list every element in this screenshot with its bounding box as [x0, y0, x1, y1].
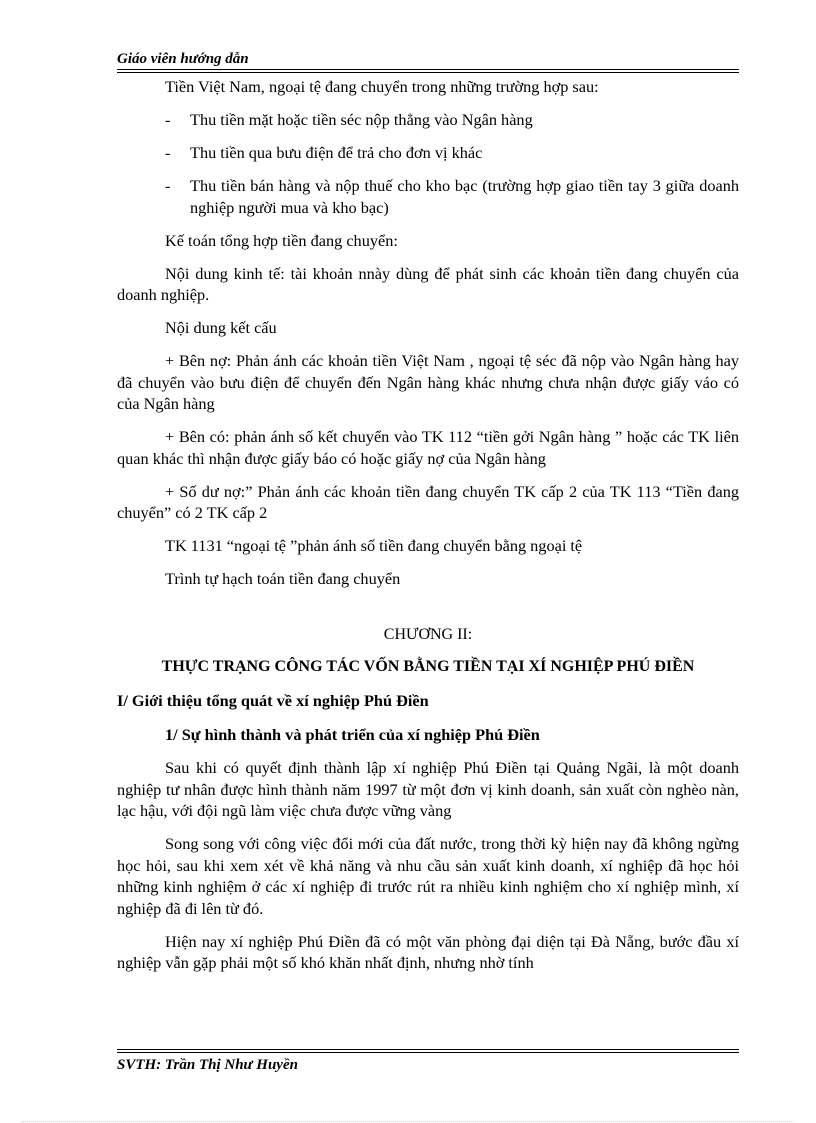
bullet-item: [117, 109, 739, 131]
paragraph: Nội dung kết cấu: [165, 318, 277, 337]
chapter-label: CHƯƠNG II:: [383, 625, 473, 643]
subsection-heading: 1/ Sự hình thành và phát triển của xí nghiệp Phú Điền: [165, 724, 540, 744]
page-edge-dotted: [22, 1121, 794, 1122]
footer-rule-thin: [117, 1049, 739, 1050]
section-heading: I/ Giới thiệu tổng quát về xí nghiệp Phú Điền: [117, 691, 429, 710]
bullet-dash: -: [165, 110, 171, 129]
paragraph: Nội dung kinh tế: tài khoản nnày dùng để phát sinh các khoản tiền đang chuyển của doanh nghiệp.: [117, 263, 739, 304]
paragraph: Hiện nay xí nghiệp Phú Điền đã có một văn phòng đại diện tại Đà Nẵng, bước đầu xí nghiệp vẫn gặp phải một số khó khăn nhất định, nhưng nhờ tính: [117, 931, 739, 972]
chapter-title: THỰC TRẠNG CÔNG TÁC VỐN BẰNG TIỀN TẠI XÍ NGHIỆP PHÚ ĐIỀN: [161, 658, 695, 675]
page-header: Giáo viên hướng dẫn: [117, 50, 739, 70]
bullet-item: [117, 142, 739, 164]
paragraph: Song song với công việc đổi mới của đất nước, trong thời kỳ hiện nay đã không ngừng học hỏi, sau khi xem xét về khả năng và nhu cầu sản xuất kinh doanh, xí nghiệp đã học hỏi những kinh nghiệm ở các xí nghiệp đi trước rút ra nhiều kinh nghiệm cho xí nghiệp mình, xí nghiệp đã đi lên từ đó.: [117, 834, 739, 918]
paragraph: Sau khi có quyết định thành lập xí nghiệp Phú Điền tại Quảng Ngãi, là một doanh nghiệp tư nhân được hình thành năm 1997 từ một đơn vị kinh doanh, sản xuất còn nghèo nàn, lạc hậu, với đội ngũ làm việc chưa được vững vàng: [117, 758, 739, 820]
paragraph: Trình tự hạch toán tiền đang chuyển: [165, 569, 401, 588]
bullet-text: Thu tiền mặt hoặc tiền séc nộp thẳng vào Ngân hàng: [190, 110, 533, 129]
bullet-text: Thu tiền qua bưu điện để trả cho đơn vị khác: [190, 143, 483, 162]
bullet-item: [117, 175, 739, 218]
page-footer: SVTH: Trần Thị Như Huyền: [117, 1057, 298, 1073]
paragraph: + Bên nợ: Phản ánh các khoản tiền Việt Nam , ngoại tệ séc đã nộp vào Ngân hàng hay đã chuyển vào bưu điện để chuyển đến Ngân hàng khác nhưng chưa nhận được giấy váo có của Ngân hàng: [117, 351, 739, 413]
paragraph: Kế toán tổng hợp tiền đang chuyển:: [165, 230, 398, 250]
bullet-text: Thu tiền bán hàng và nộp thuế cho kho bạc (trường hợp giao tiền tay 3 giữa doanh nghiệp người mua và kho bạc): [190, 176, 739, 217]
bullet-dash: -: [165, 176, 171, 195]
footer-rule-thick: [117, 1052, 739, 1053]
paragraph: Tiền Việt Nam, ngoại tệ đang chuyển trong những trường hợp sau:: [165, 77, 599, 96]
paragraph: + Bên có: phản ánh số kết chuyển vào TK 112 “tiền gởi Ngân hàng ” hoặc các TK liên quan khác thì nhận được giấy báo có hoặc giấy nợ của Ngân hàng: [117, 427, 739, 468]
paragraph: TK 1131 “ngoại tệ ”phản ánh số tiền đang chuyển bằng ngoại tệ: [165, 536, 583, 555]
paragraph: + Số dư nợ:” Phản ánh các khoản tiền đang chuyển TK cấp 2 của TK 113 “Tiền đang chuyển” có 2 TK cấp 2: [117, 481, 739, 522]
document-body: [117, 76, 739, 985]
bullet-dash: -: [165, 143, 171, 162]
